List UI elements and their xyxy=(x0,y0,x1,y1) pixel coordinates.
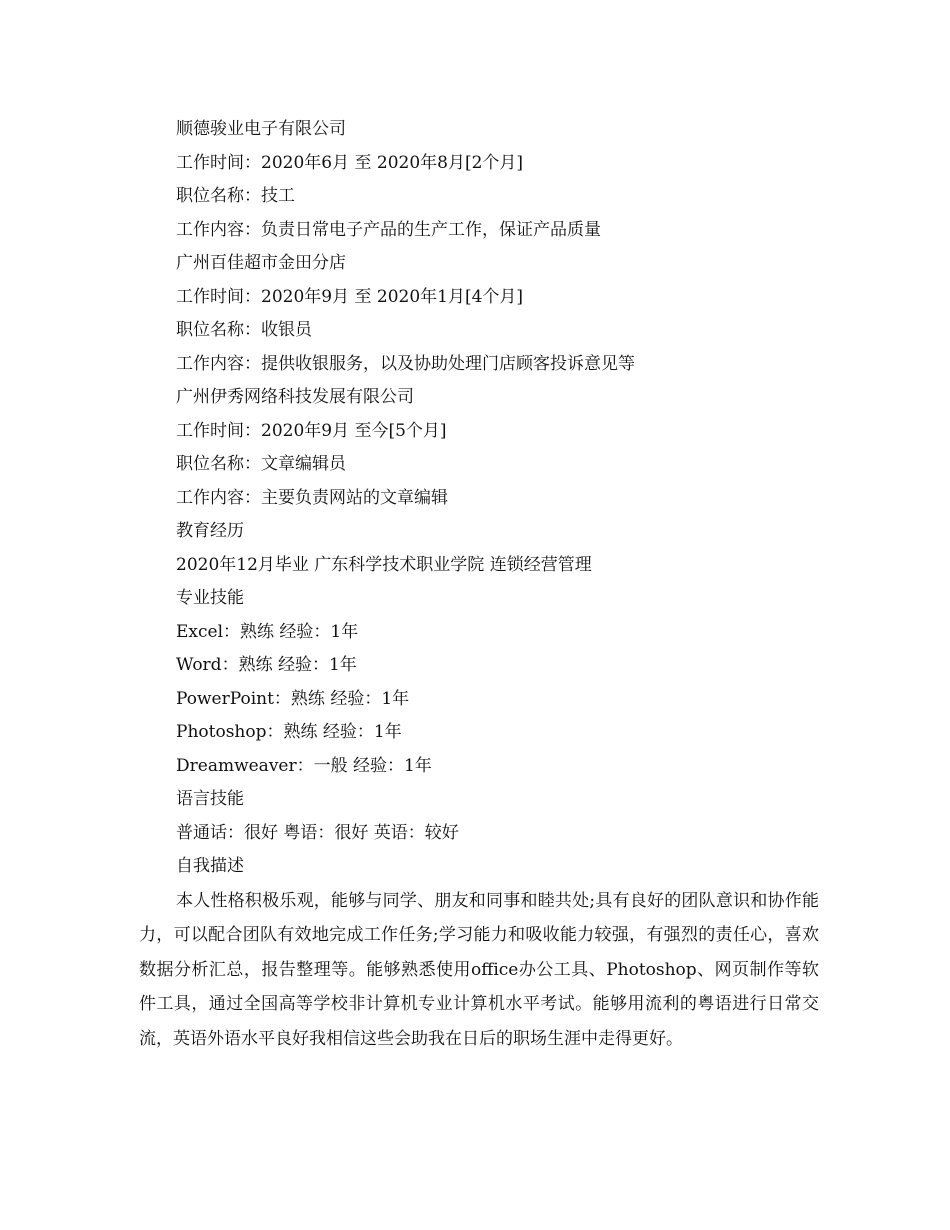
company-name: 顺德骏业电子有限公司 xyxy=(176,119,346,139)
section-heading-self-description: 自我描述 xyxy=(176,856,244,876)
resume-content xyxy=(139,113,829,1056)
work-period: 工作时间：2020年6月 至 2020年8月[2个月] xyxy=(176,152,524,173)
skill-item: PowerPoint：熟练 经验：1年 xyxy=(176,688,410,709)
job-description: 工作内容：提供收银服务，以及协助处理门店顾客投诉意见等 xyxy=(176,353,635,374)
section-heading-languages: 语言技能 xyxy=(176,789,244,809)
skill-item: Photoshop：熟练 经验：1年 xyxy=(176,722,402,742)
job-description: 工作内容：主要负责网站的文章编辑 xyxy=(176,487,448,508)
skill-item: Word：熟练 经验：1年 xyxy=(176,655,357,675)
self-description-paragraph: 本人性格积极乐观，能够与同学、朋友和同事和睦共处;具有良好的团队意识和协作能力，可以配合团队有效地完成工作任务;学习能力和吸收能力较强，有强烈的责任心，喜欢数据分析汇总，报告整理等。能够熟悉使用office办公工具、Photoshop、网页制作等软件工具，通过全国高等学校非计算机专业计算机水平考试。能够用流利的粤语进行日常交流，英语外语水平良好我相信这些会助我在日后的职场生涯中走得更好。 xyxy=(139,890,819,1049)
job-title: 职位名称：收银员 xyxy=(176,320,312,340)
section-heading-skills: 专业技能 xyxy=(176,588,244,608)
education-entry: 2020年12月毕业 广东科学技术职业学院 连锁经营管理 xyxy=(176,554,592,575)
job-description: 工作内容：负责日常电子产品的生产工作，保证产品质量 xyxy=(176,219,601,240)
skill-item: Excel：熟练 经验：1年 xyxy=(176,621,359,642)
company-name: 广州百佳超市金田分店 xyxy=(176,253,346,273)
work-period: 工作时间：2020年9月 至 2020年1月[4个月] xyxy=(176,286,524,307)
work-period: 工作时间：2020年9月 至今[5个月] xyxy=(176,420,447,441)
skill-item: Dreamweaver：一般 经验：1年 xyxy=(176,755,432,776)
job-title: 职位名称：文章编辑员 xyxy=(176,454,346,474)
language-skills: 普通话：很好 粤语：很好 英语：较好 xyxy=(176,822,459,843)
job-title: 职位名称：技工 xyxy=(176,186,295,206)
company-name: 广州伊秀网络科技发展有限公司 xyxy=(176,387,414,407)
section-heading-education: 教育经历 xyxy=(176,521,244,541)
